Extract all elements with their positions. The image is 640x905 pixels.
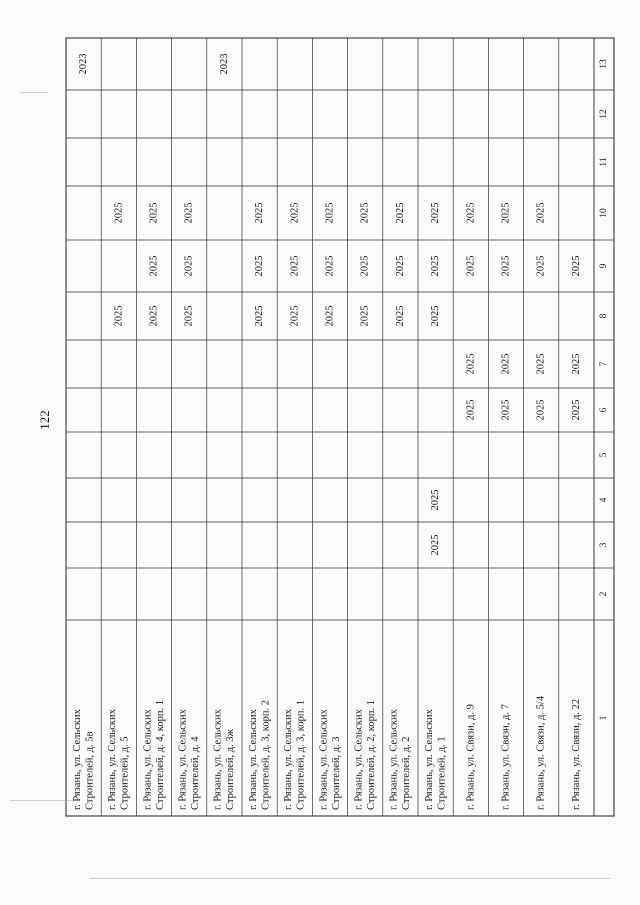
year-value: 2025 <box>430 202 442 224</box>
year-value: 2025 <box>535 202 547 224</box>
year-value: 2025 <box>570 255 582 277</box>
year-cell <box>184 306 195 327</box>
column-header-label: 9 <box>599 263 609 269</box>
year-cell <box>465 400 476 421</box>
address-text: Строителей, д. 2 <box>401 736 413 810</box>
column-header-label: 6 <box>599 407 609 413</box>
address-text: Строителей, д. 3 <box>330 736 342 810</box>
year-value: 2023 <box>218 53 230 75</box>
year-cell <box>430 203 441 224</box>
year-value: 2025 <box>113 305 125 327</box>
year-cell <box>360 256 371 277</box>
year-cell <box>430 256 441 277</box>
column-header-label: 12 <box>599 109 609 119</box>
year-cell <box>536 203 547 224</box>
address-cell <box>571 699 582 810</box>
year-value: 2025 <box>148 255 160 277</box>
column-header-label: 1 <box>599 715 609 721</box>
address-cell <box>142 700 166 810</box>
year-cell <box>289 203 300 224</box>
year-value: 2025 <box>500 255 512 277</box>
address-cell <box>424 708 448 810</box>
address-cell <box>501 704 512 810</box>
scan-noise <box>10 800 80 801</box>
year-cell <box>571 354 582 375</box>
year-value: 2025 <box>324 202 336 224</box>
address-text: г. Рязань, ул. Сельских <box>142 709 154 810</box>
table-border <box>66 38 614 816</box>
column-header <box>599 109 609 119</box>
column-header-label: 5 <box>599 452 609 458</box>
year-cell <box>501 400 512 421</box>
year-cell <box>360 306 371 327</box>
year-value: 2025 <box>535 353 547 375</box>
column-header <box>599 497 609 502</box>
year-cell <box>254 306 265 327</box>
year-value: 2023 <box>78 53 90 75</box>
year-cell <box>325 306 336 327</box>
year-value: 2025 <box>430 534 442 556</box>
address-cell <box>465 704 476 810</box>
year-cell <box>395 203 406 224</box>
column-header-label: 7 <box>599 361 609 367</box>
year-cell <box>219 54 230 75</box>
column-header <box>599 542 609 547</box>
year-cell <box>501 203 512 224</box>
year-cell <box>360 203 371 224</box>
year-cell <box>149 203 160 224</box>
address-text: Строителей, д. 3, корп. 1 <box>295 700 307 810</box>
year-value: 2025 <box>535 399 547 421</box>
address-text: г. Рязань, ул. Связи, д. 7 <box>500 704 512 810</box>
address-text: Строителей, д. 4, корп. 1 <box>154 700 166 810</box>
year-cell <box>465 256 476 277</box>
year-cell <box>254 256 265 277</box>
page-number: 122 <box>37 410 52 430</box>
year-cell <box>78 54 89 75</box>
year-value: 2025 <box>430 489 442 511</box>
column-header-label: 4 <box>599 497 609 503</box>
address-text: г. Рязань, ул. Сельских <box>107 709 119 810</box>
year-value: 2025 <box>570 399 582 421</box>
year-cell <box>395 256 406 277</box>
year-value: 2025 <box>465 202 477 224</box>
year-value: 2025 <box>289 305 301 327</box>
address-text: Строителей, д. 1 <box>436 736 448 810</box>
year-cell <box>536 256 547 277</box>
address-text: Строителей, д. 2, корп. 1 <box>365 700 377 810</box>
year-value: 2025 <box>148 305 160 327</box>
year-cell <box>149 256 160 277</box>
address-text: г. Рязань, ул. Связи, д. 5/4 <box>535 695 547 810</box>
year-value: 2025 <box>535 255 547 277</box>
year-value: 2025 <box>289 202 301 224</box>
address-cell <box>536 695 547 810</box>
column-header <box>599 208 609 218</box>
year-cell <box>184 203 195 224</box>
column-header-label: 2 <box>599 591 609 597</box>
year-value: 2025 <box>183 202 195 224</box>
year-value: 2025 <box>394 305 406 327</box>
year-cell <box>501 256 512 277</box>
year-cell <box>465 203 476 224</box>
address-text: г. Рязань, ул. Сельских <box>212 709 224 810</box>
year-value: 2025 <box>359 305 371 327</box>
column-header <box>599 452 609 457</box>
address-cell <box>283 700 307 810</box>
address-cell <box>213 708 237 810</box>
address-text: г. Рязань, ул. Сельских <box>353 709 365 810</box>
column-header <box>599 313 609 318</box>
year-cell <box>571 256 582 277</box>
address-cell <box>177 708 201 810</box>
column-header <box>599 263 609 268</box>
year-cell <box>325 256 336 277</box>
year-cell <box>536 400 547 421</box>
year-value: 2025 <box>394 202 406 224</box>
year-value: 2025 <box>254 255 266 277</box>
address-text: Строителей, д. 5 <box>119 736 131 810</box>
column-header-label: 8 <box>599 313 609 319</box>
year-cell <box>430 306 441 327</box>
year-value: 2025 <box>324 305 336 327</box>
year-cell <box>430 535 441 556</box>
year-value: 2025 <box>359 255 371 277</box>
scan-noise <box>90 878 610 879</box>
year-value: 2025 <box>148 202 160 224</box>
column-header-label: 11 <box>599 157 609 167</box>
year-value: 2025 <box>183 255 195 277</box>
column-header <box>599 715 609 720</box>
year-value: 2025 <box>465 399 477 421</box>
scan-noise <box>20 92 48 93</box>
column-header <box>599 157 609 166</box>
year-cell <box>571 400 582 421</box>
address-text: Строителей, д. 5в <box>84 731 96 810</box>
year-value: 2025 <box>465 353 477 375</box>
address-text: Строителей, д. 3, корп. 2 <box>260 700 272 810</box>
year-value: 2025 <box>465 255 477 277</box>
year-cell <box>113 306 124 327</box>
address-cell <box>389 708 413 810</box>
address-text: Строителей, д. 4 <box>189 736 201 810</box>
column-header <box>599 591 609 596</box>
year-value: 2025 <box>570 353 582 375</box>
address-text: г. Рязань, ул. Связи, д. 22 <box>570 698 582 810</box>
year-value: 2025 <box>289 255 301 277</box>
column-header-label: 10 <box>599 208 609 218</box>
year-value: 2025 <box>324 255 336 277</box>
year-value: 2025 <box>254 202 266 224</box>
year-cell <box>430 490 441 511</box>
year-value: 2025 <box>430 305 442 327</box>
address-text: г. Рязань, ул. Сельских <box>388 709 400 810</box>
year-cell <box>395 306 406 327</box>
year-value: 2025 <box>500 353 512 375</box>
address-cell <box>318 708 342 810</box>
year-cell <box>113 203 124 224</box>
year-cell <box>465 354 476 375</box>
year-value: 2025 <box>500 399 512 421</box>
year-cell <box>501 354 512 375</box>
year-cell <box>289 306 300 327</box>
year-value: 2025 <box>254 305 266 327</box>
address-text: г. Рязань, ул. Связи, д. 9 <box>465 704 477 810</box>
year-cell <box>254 203 265 224</box>
column-header-label: 3 <box>599 542 609 548</box>
address-text: г. Рязань, ул. Сельских <box>71 709 83 810</box>
column-header <box>599 59 609 69</box>
address-text: Строителей, д. 3ж <box>225 729 237 810</box>
column-header <box>599 407 609 412</box>
year-value: 2025 <box>183 305 195 327</box>
address-cell <box>107 708 131 810</box>
address-text: г. Рязань, ул. Сельских <box>318 709 330 810</box>
year-cell <box>184 256 195 277</box>
year-value: 2025 <box>394 255 406 277</box>
address-text: г. Рязань, ул. Сельских <box>283 709 295 810</box>
year-cell <box>289 256 300 277</box>
year-value: 2025 <box>500 202 512 224</box>
address-text: г. Рязань, ул. Сельских <box>177 709 189 810</box>
year-cell <box>536 354 547 375</box>
address-cell <box>248 700 272 810</box>
address-cell <box>72 708 96 810</box>
address-text: г. Рязань, ул. Сельских <box>423 709 435 810</box>
year-value: 2025 <box>430 255 442 277</box>
address-text: г. Рязань, ул. Сельских <box>247 709 259 810</box>
year-cell <box>325 203 336 224</box>
address-cell <box>353 700 377 810</box>
year-cell <box>149 306 160 327</box>
column-header-label: 13 <box>599 59 609 69</box>
year-value: 2025 <box>359 202 371 224</box>
column-header <box>599 361 609 366</box>
year-value: 2025 <box>113 202 125 224</box>
